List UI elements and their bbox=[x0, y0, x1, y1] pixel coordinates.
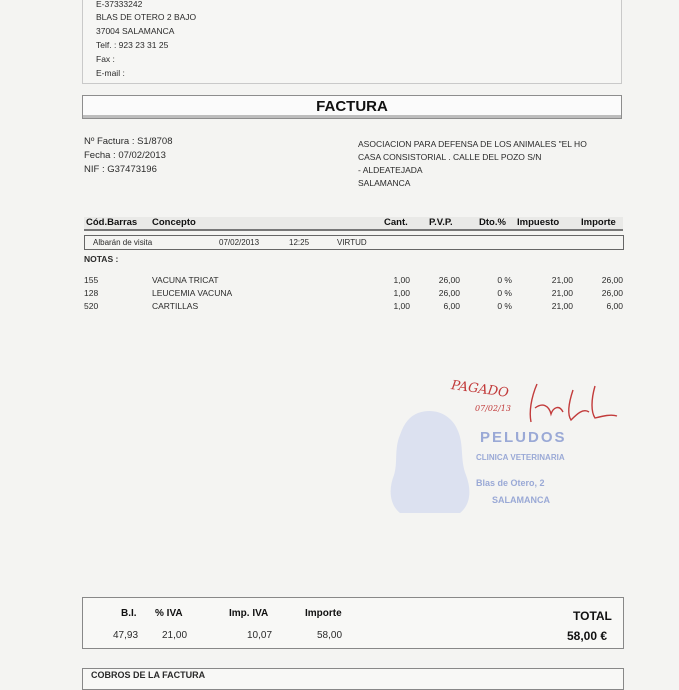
sender-address: BLAS DE OTERO 2 BAJO bbox=[96, 12, 197, 22]
col-pvp: P.V.P. bbox=[429, 217, 453, 228]
totals-amount-label: Importe bbox=[305, 608, 342, 619]
col-code: Cód.Barras bbox=[86, 217, 138, 228]
row-discount: 0 % bbox=[497, 301, 512, 311]
client-province: SALAMANCA bbox=[358, 178, 411, 188]
payments-box bbox=[82, 668, 624, 690]
sender-city: 37004 SALAMANCA bbox=[96, 26, 175, 36]
totals-amount: 58,00 bbox=[317, 630, 343, 641]
row-tax: 21,00 bbox=[551, 301, 573, 311]
totals-iva-pct-label: % IVA bbox=[155, 608, 183, 619]
row-pvp: 6,00 bbox=[443, 301, 460, 311]
row-qty: 1,00 bbox=[393, 288, 410, 298]
totals-iva-amount-label: Imp. IVA bbox=[229, 608, 269, 619]
client-locality: - ALDEATEJADA bbox=[358, 165, 423, 175]
albaran-label: Albarán de visita bbox=[93, 238, 153, 247]
sender-phone: Telf. : 923 23 31 25 bbox=[96, 40, 169, 50]
notes-label: NOTAS : bbox=[84, 254, 119, 264]
paid-signature bbox=[445, 378, 625, 428]
totals-total-label: TOTAL bbox=[573, 609, 612, 623]
table-row bbox=[84, 301, 624, 314]
col-tax: Impuesto bbox=[517, 217, 560, 228]
row-concept: CARTILLAS bbox=[152, 301, 199, 311]
albaran-time: 12:25 bbox=[289, 238, 310, 247]
table-row bbox=[84, 275, 624, 288]
sender-fax: Fax : bbox=[96, 54, 115, 64]
totals-total: 58,00 € bbox=[567, 629, 608, 643]
payments-label: COBROS DE LA FACTURA bbox=[91, 670, 206, 680]
row-tax: 21,00 bbox=[551, 275, 573, 285]
stamp-subtitle: CLINICA VETERINARIA bbox=[476, 453, 565, 462]
row-amount: 6,00 bbox=[606, 301, 623, 311]
row-discount: 0 % bbox=[497, 275, 512, 285]
row-pvp: 26,00 bbox=[438, 288, 460, 298]
stamp-name: PELUDOS bbox=[480, 429, 567, 446]
row-qty: 1,00 bbox=[393, 301, 410, 311]
client-name: ASOCIACION PARA DEFENSA DE LOS ANIMALES "EL HO bbox=[358, 139, 587, 149]
sender-email: E-mail : bbox=[96, 68, 125, 78]
totals-bi: 47,93 bbox=[113, 630, 139, 641]
totals-bi-label: B.I. bbox=[121, 608, 137, 619]
client-address: CASA CONSISTORIAL . CALLE DEL POZO S/N bbox=[358, 152, 542, 162]
albaran-row bbox=[84, 235, 624, 250]
row-amount: 26,00 bbox=[601, 288, 623, 298]
sender-cif: E-37333242 bbox=[96, 0, 143, 9]
col-amount: Importe bbox=[581, 217, 616, 228]
row-concept: VACUNA TRICAT bbox=[152, 275, 219, 285]
invoice-nif: NIF : G37473196 bbox=[84, 164, 157, 175]
row-code: 520 bbox=[84, 301, 99, 311]
row-qty: 1,00 bbox=[393, 275, 410, 285]
invoice-date: Fecha : 07/02/2013 bbox=[84, 150, 166, 161]
document-title: FACTURA bbox=[82, 95, 622, 119]
row-concept: LEUCEMIA VACUNA bbox=[152, 288, 233, 298]
signature-scribble-icon bbox=[445, 378, 625, 428]
col-concept: Concepto bbox=[152, 217, 196, 228]
row-code: 155 bbox=[84, 275, 99, 285]
paid-date: 07/02/13 bbox=[475, 404, 511, 413]
table-header bbox=[84, 217, 623, 231]
col-discount: Dto.% bbox=[479, 217, 506, 228]
albaran-name: VIRTUD bbox=[337, 238, 367, 247]
row-pvp: 26,00 bbox=[438, 275, 460, 285]
row-tax: 21,00 bbox=[551, 288, 573, 298]
col-qty: Cant. bbox=[384, 217, 408, 228]
stamp-address: Blas de Otero, 2 bbox=[476, 478, 545, 488]
row-code: 128 bbox=[84, 288, 99, 298]
table-row bbox=[84, 288, 624, 301]
stamp-city: SALAMANCA bbox=[492, 495, 550, 505]
albaran-date: 07/02/2013 bbox=[219, 238, 260, 247]
totals-iva-amount: 10,07 bbox=[247, 630, 273, 641]
totals-box bbox=[82, 597, 624, 649]
row-discount: 0 % bbox=[497, 288, 512, 298]
row-amount: 26,00 bbox=[601, 275, 623, 285]
invoice-number: Nº Factura : S1/8708 bbox=[84, 136, 173, 147]
totals-iva-pct: 21,00 bbox=[162, 630, 188, 641]
paid-mark: PAGADO bbox=[450, 378, 510, 401]
